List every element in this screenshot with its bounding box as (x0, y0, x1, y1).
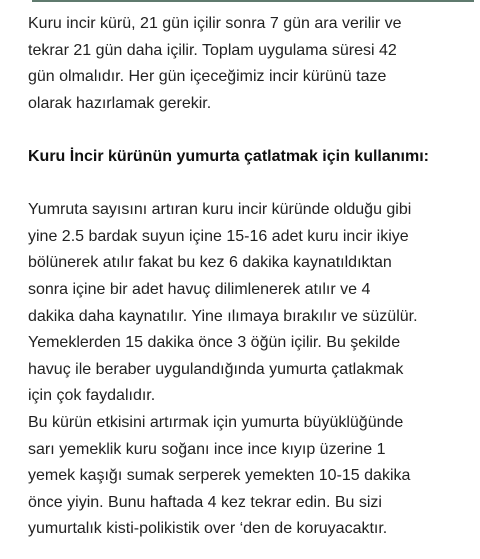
intro-paragraph: Kuru incir kürü, 21 gün içilir sonra 7 gün ara verilir ve tekrar 21 gün daha içilir. Toplam uygulama süresi 42 gün olmalıdır. Her gün içeceğimiz incir kürünü taze olarak hazırlamak gerekir. (28, 15, 402, 112)
section-heading: Kuru İncir kürünün yumurta çatlatmak için kullanımı: (28, 147, 429, 165)
top-image-edge (32, 0, 474, 2)
section-paragraph-1: Yumruta sayısını artıran kuru incir küründe olduğu gibi yine 2.5 bardak suyun içine 15-16 adet kuru incir ikiye bölünerek atılır fakat bu kez 6 dakika kaynatıldıktan sonra içine bir adet havuç dilimlenerek atılır ve 4 dakika daha kaynatılır. Yine ılımaya bırakılır ve süzülür. Yemeklerden 15 dakika önce 3 öğün içilir. Bu şekilde havuç ile beraber uygulandığında yumurta çatlakmak için çok faydalıdır. (28, 201, 418, 405)
section-paragraph-2: Bu kürün etkisini artırmak için yumurta büyüklüğünde sarı yemeklik kuru soğanı ince ince kıyıp üzerine 1 yemek kaşığı sumak serperek yemekten 10-15 dakika önce yiyin. Bunu haftada 4 kez tekrar edin. Bu sizi yumurtalık kisti-polikistik over ‘den de koruyacaktır. (28, 413, 411, 538)
article-body (28, 11, 472, 543)
paragraph-spacer (28, 117, 472, 144)
paragraph-spacer (28, 171, 472, 198)
